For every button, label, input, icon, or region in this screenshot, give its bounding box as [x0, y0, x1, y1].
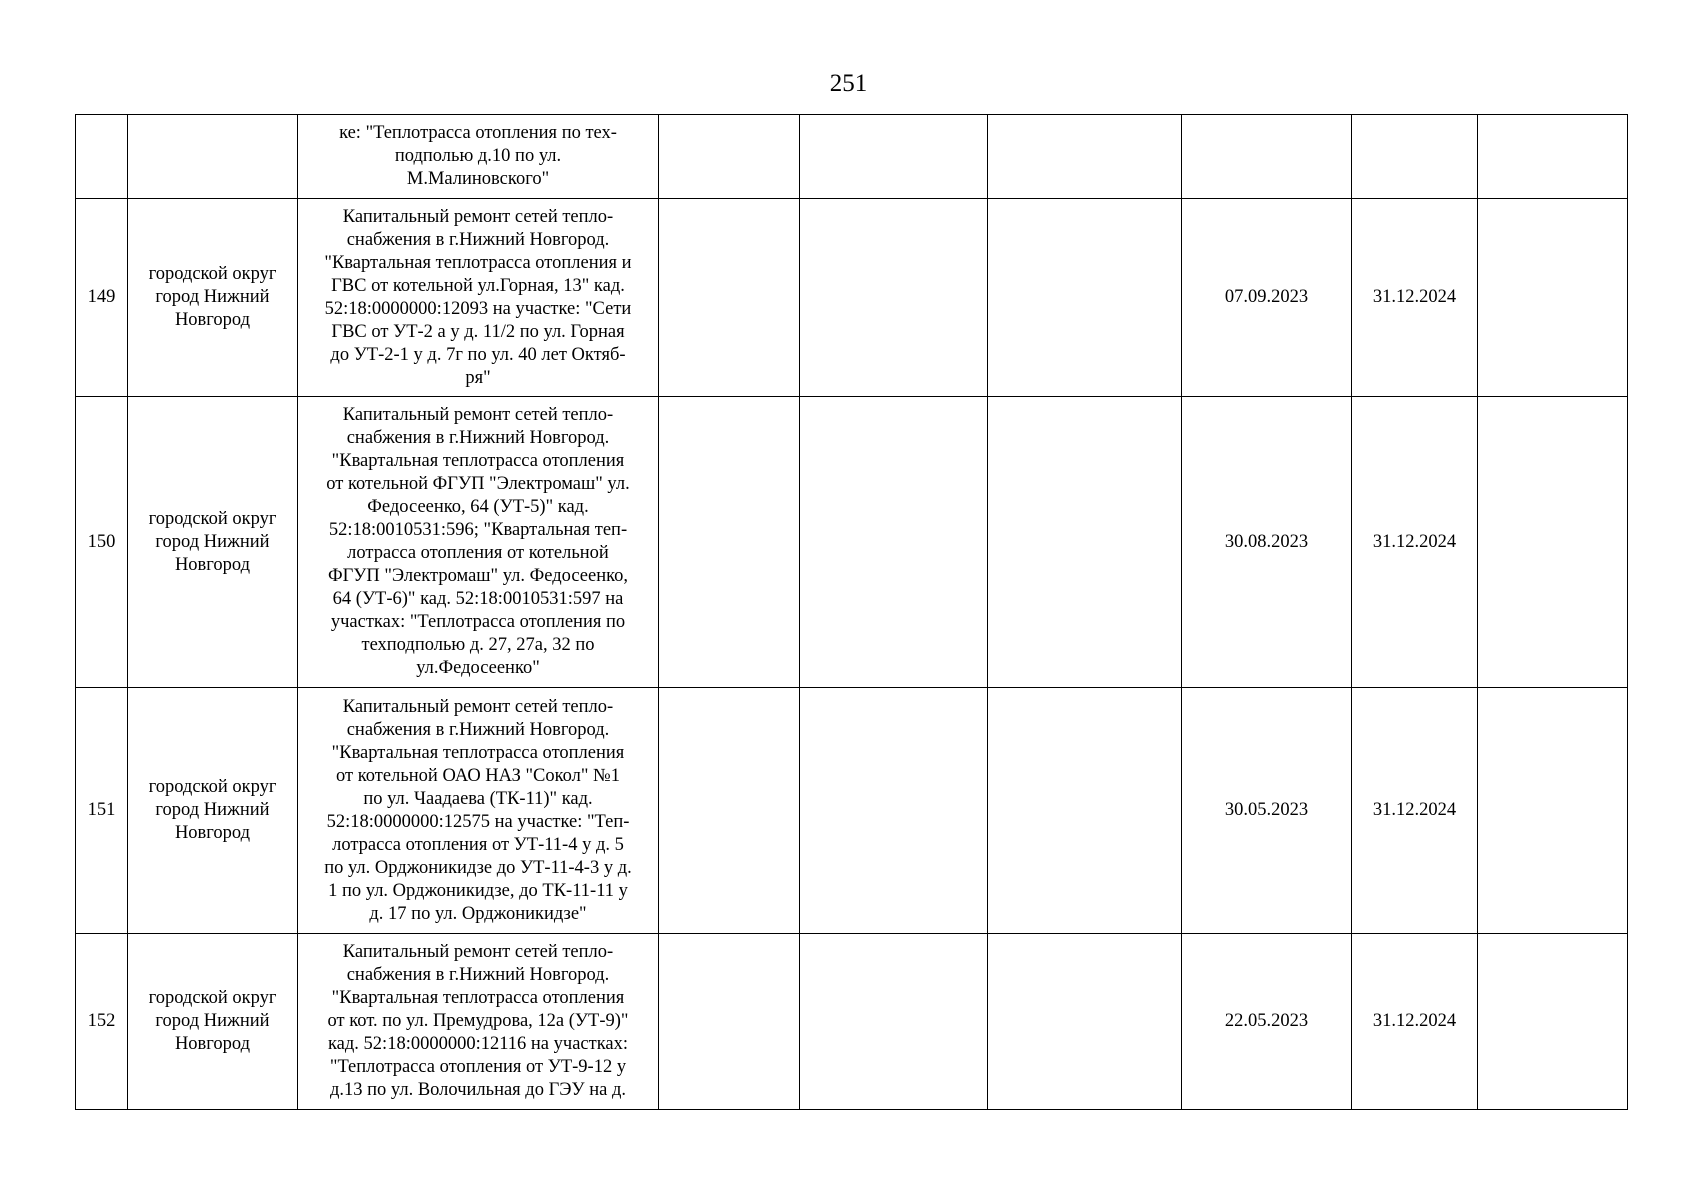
description-cell: Капитальный ремонт сетей тепло- снабжения в г.Нижний Новгород. "Квартальная теплотрасса отопления от кот. по ул. Премудрова, 12а (УТ-9)" кад. 52:18:0000000:12116 на участках: "Теплотрасса отопления от УТ-9-12 у д.13 по ул. Волочильная до ГЭУ на д.	[298, 934, 659, 1110]
end-date-cell: 31.12.2024	[1352, 397, 1478, 688]
table-row	[76, 397, 1628, 688]
empty-cell	[800, 934, 988, 1110]
empty-cell	[659, 199, 800, 397]
row-number-cell: 150	[76, 397, 128, 688]
empty-cell	[988, 934, 1182, 1110]
empty-cell	[800, 397, 988, 688]
end-date-cell: 31.12.2024	[1352, 934, 1478, 1110]
empty-cell	[988, 199, 1182, 397]
empty-cell	[1478, 934, 1628, 1110]
description-cell: Капитальный ремонт сетей тепло- снабжения в г.Нижний Новгород. "Квартальная теплотрасса отопления и ГВС от котельной ул.Горная, 13" кад. 52:18:0000000:12093 на участке: "Сети ГВС от УТ-2 а у д. 11/2 по ул. Горная до УТ-2-1 у д. 7г по ул. 40 лет Октяб- ря"	[298, 199, 659, 397]
empty-cell	[659, 115, 800, 199]
district-cell: городской округ город Нижний Новгород	[128, 934, 298, 1110]
empty-cell	[1478, 115, 1628, 199]
works-table	[75, 114, 1628, 1110]
end-date-cell: 31.12.2024	[1352, 199, 1478, 397]
start-date-cell: 30.05.2023	[1182, 688, 1352, 934]
empty-cell	[659, 934, 800, 1110]
empty-cell	[800, 688, 988, 934]
empty-cell	[659, 688, 800, 934]
empty-cell	[1478, 688, 1628, 934]
district-cell	[128, 115, 298, 199]
description-cell: Капитальный ремонт сетей тепло- снабжения в г.Нижний Новгород. "Квартальная теплотрасса отопления от котельной ОАО НАЗ "Сокол" №1 по ул. Чаадаева (ТК-11)" кад. 52:18:0000000:12575 на участке: "Теп- лотрасса отопления от УТ-11-4 у д. 5 по ул. Орджоникидзе до УТ-11-4-3 у д. 1 по ул. Орджоникидзе, до ТК-11-11 у д. 17 по ул. Орджоникидзе"	[298, 688, 659, 934]
end-date-cell	[1352, 115, 1478, 199]
empty-cell	[800, 199, 988, 397]
start-date-cell: 22.05.2023	[1182, 934, 1352, 1110]
district-cell: городской округ город Нижний Новгород	[128, 688, 298, 934]
start-date-cell	[1182, 115, 1352, 199]
table-row	[76, 115, 1628, 199]
empty-cell	[988, 397, 1182, 688]
row-number-cell: 149	[76, 199, 128, 397]
district-cell: городской округ город Нижний Новгород	[128, 199, 298, 397]
table-row	[76, 688, 1628, 934]
start-date-cell: 07.09.2023	[1182, 199, 1352, 397]
page-number: 251	[829, 70, 868, 97]
empty-cell	[800, 115, 988, 199]
empty-cell	[1478, 199, 1628, 397]
empty-cell	[659, 397, 800, 688]
empty-cell	[1478, 397, 1628, 688]
empty-cell	[988, 115, 1182, 199]
table-row	[76, 934, 1628, 1110]
description-cell: ке: "Теплотрасса отопления по тех- подполью д.10 по ул. М.Малиновского"	[298, 115, 659, 199]
row-number-cell: 151	[76, 688, 128, 934]
district-cell: городской округ город Нижний Новгород	[128, 397, 298, 688]
start-date-cell: 30.08.2023	[1182, 397, 1352, 688]
description-cell: Капитальный ремонт сетей тепло- снабжения в г.Нижний Новгород. "Квартальная теплотрасса отопления от котельной ФГУП "Электромаш" ул. Федосеенко, 64 (УТ-5)" кад. 52:18:0010531:596; "Квартальная теп- лотрасса отопления от котельной ФГУП "Электромаш" ул. Федосеенко, 64 (УТ-6)" кад. 52:18:0010531:597 на участках: "Теплотрасса отопления по техподполью д. 27, 27а, 32 по ул.Федосеенко"	[298, 397, 659, 688]
end-date-cell: 31.12.2024	[1352, 688, 1478, 934]
row-number-cell	[76, 115, 128, 199]
row-number-cell: 152	[76, 934, 128, 1110]
table-row	[76, 199, 1628, 397]
empty-cell	[988, 688, 1182, 934]
